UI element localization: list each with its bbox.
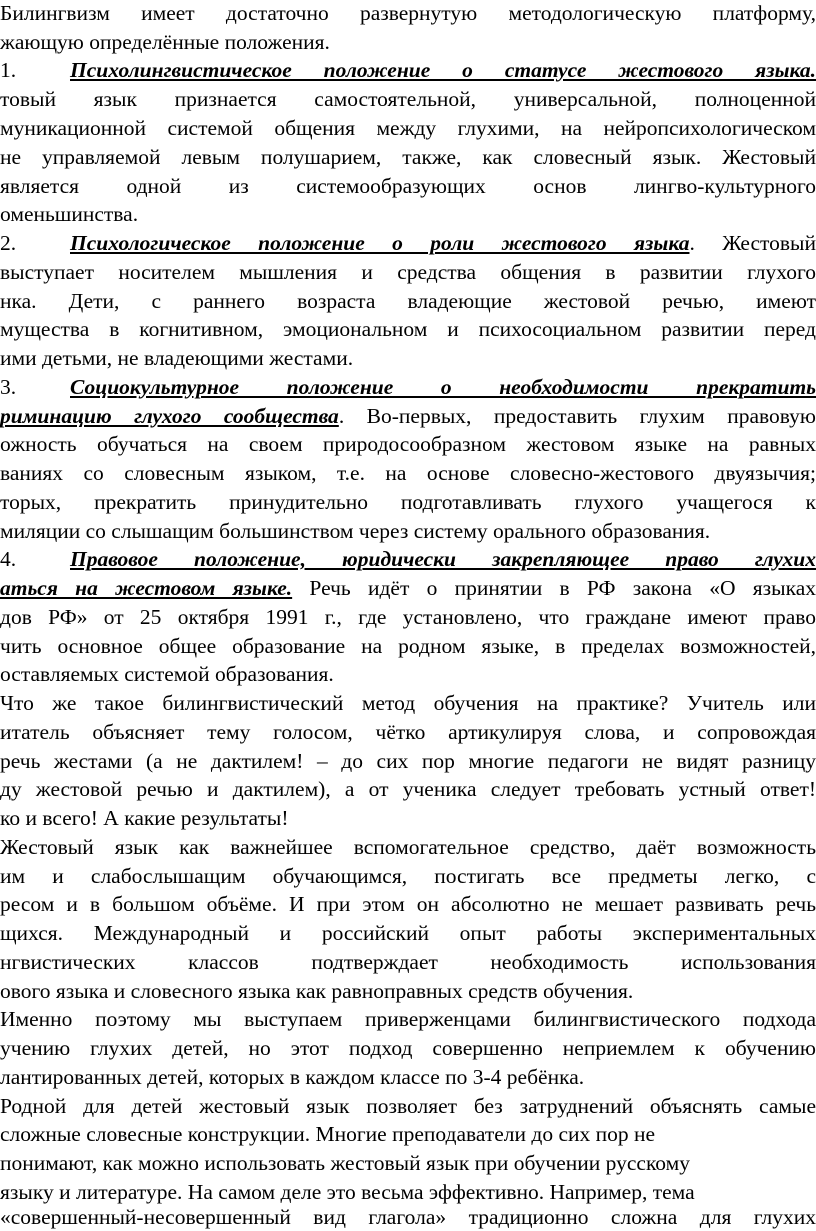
section-heading: Психологическое положение о роли жестового языка xyxy=(70,231,690,255)
text-line: Родной для детей жестовый язык позволяет без затруднений объяснять самые xyxy=(0,1094,816,1118)
text-line: ожность обучаться на своем природосообразном жестовом языке на равных xyxy=(0,432,816,456)
section-heading: Психолингвистическое положение о статусе жестового языка. xyxy=(70,58,816,82)
text-line: оставляемых системой образования. xyxy=(0,662,334,686)
text-line: чить основное общее образование на родном языке, в пределах возможностей, xyxy=(0,634,816,658)
text-line: миляции со слышащим большинством через систему орального образования. xyxy=(0,519,711,543)
text-line: торых, прекратить принудительно подготавливать глухого учащегося к xyxy=(0,490,816,514)
section-text: . Жестовый xyxy=(689,231,816,255)
text-line: оменьшинства. xyxy=(0,202,139,226)
section-number: 4. xyxy=(0,547,17,571)
text-line: не управляемой левым полушарием, также, как словесный язык. Жестовый xyxy=(0,145,816,169)
text-line: «совершенный-несовершенный вид глагола» традиционно сложна для глухих xyxy=(0,1205,816,1229)
section-heading-line xyxy=(0,575,816,602)
text-line: нка. Дети, с раннего возраста владеющие жестовой речью, имеют xyxy=(0,289,816,313)
text-line: сложные словесные конструкции. Многие преподаватели до сих пор не xyxy=(0,1122,656,1146)
text-line: ресом и в большом объёме. И при этом он абсолютно не мешает развивать речь xyxy=(0,892,816,916)
text-line: мущества в когнитивном, эмоциональном и психосоциальном развитии перед xyxy=(0,317,816,341)
text-line: лантированных детей, которых в каждом классе по 3-4 ребёнка. xyxy=(0,1065,585,1089)
text-line: Билингвизм имеет достаточно развернутую методологическую платформу, xyxy=(0,1,816,25)
text-line: жающую определённые положения. xyxy=(0,30,330,54)
text-line: ко и всего! А какие результаты! xyxy=(0,806,289,830)
text-line: языку и литературе. На самом деле это весьма эффективно. Например, тема xyxy=(0,1180,695,1204)
text-line: учению глухих детей, но этот подход совершенно неприемлем к обучению xyxy=(0,1036,816,1060)
text-line: щихся. Международный и российский опыт работы экспериментальных xyxy=(0,921,816,945)
section-text: Речь идёт о принятии в РФ закона «О языках xyxy=(292,576,816,600)
section-text: . Во-первых, предоставить глухим правовую xyxy=(338,404,816,428)
text-line: Что же такое билингвистический метод обучения на практике? Учитель или xyxy=(0,691,816,715)
text-line: понимают, как можно использовать жестовый язык при обучении русскому xyxy=(0,1151,691,1175)
section-heading-line xyxy=(0,374,816,401)
text-line: им и слабослышащим обучающимся, постигать все предметы легко, с xyxy=(0,864,816,888)
section-heading: Социокультурное положение о необходимости прекратить xyxy=(70,375,816,399)
section-heading: риминацию глухого сообщества xyxy=(0,404,339,428)
section-heading-line xyxy=(0,230,816,257)
text-line: муникационной системой общения между глухими, на нейропсихологическом xyxy=(0,116,816,140)
text-line: итатель объясняет тему голосом, чётко артикулируя слова, и сопровождая xyxy=(0,720,816,744)
text-line: дов РФ» от 25 октября 1991 г., где установлено, что граждане имеют право xyxy=(0,605,816,629)
text-line: выступает носителем мышления и средства общения в развитии глухого xyxy=(0,260,816,284)
section-heading: Правовое положение, юридически закрепляющее право глухих xyxy=(70,547,816,571)
text-line: ду жестовой речью и дактилем), а от ученика следует требовать устный ответ! xyxy=(0,777,816,801)
text-line: речь жестами (а не дактилем! – до сих пор многие педагоги не видят разницу xyxy=(0,749,816,773)
section-number: 3. xyxy=(0,375,17,399)
text-line: ими детьми, не владеющими жестами. xyxy=(0,346,354,370)
text-line: товый язык признается самостоятельной, универсальной, полноценной xyxy=(0,87,816,111)
text-line: Жестовый язык как важнейшее вспомогательное средство, даёт возможность xyxy=(0,835,816,859)
section-heading: аться на жестовом языке. xyxy=(0,576,293,600)
section-heading-line xyxy=(0,546,816,573)
text-line: ваниях со словесным языком, т.е. на основе словесно-жестового двуязычия; xyxy=(0,461,816,485)
section-number: 1. xyxy=(0,58,17,82)
section-heading-line xyxy=(0,57,816,84)
text-line: является одной из системообразующих основ лингво-культурного xyxy=(0,174,816,198)
section-heading-line xyxy=(0,403,816,430)
text-line: нгвистических классов подтверждает необходимость использования xyxy=(0,950,816,974)
section-number: 2. xyxy=(0,231,17,255)
text-line: Именно поэтому мы выступаем приверженцами билингвистического подхода xyxy=(0,1007,816,1031)
text-line: ового языка и словесного языка как равноправных средств обучения. xyxy=(0,979,634,1003)
